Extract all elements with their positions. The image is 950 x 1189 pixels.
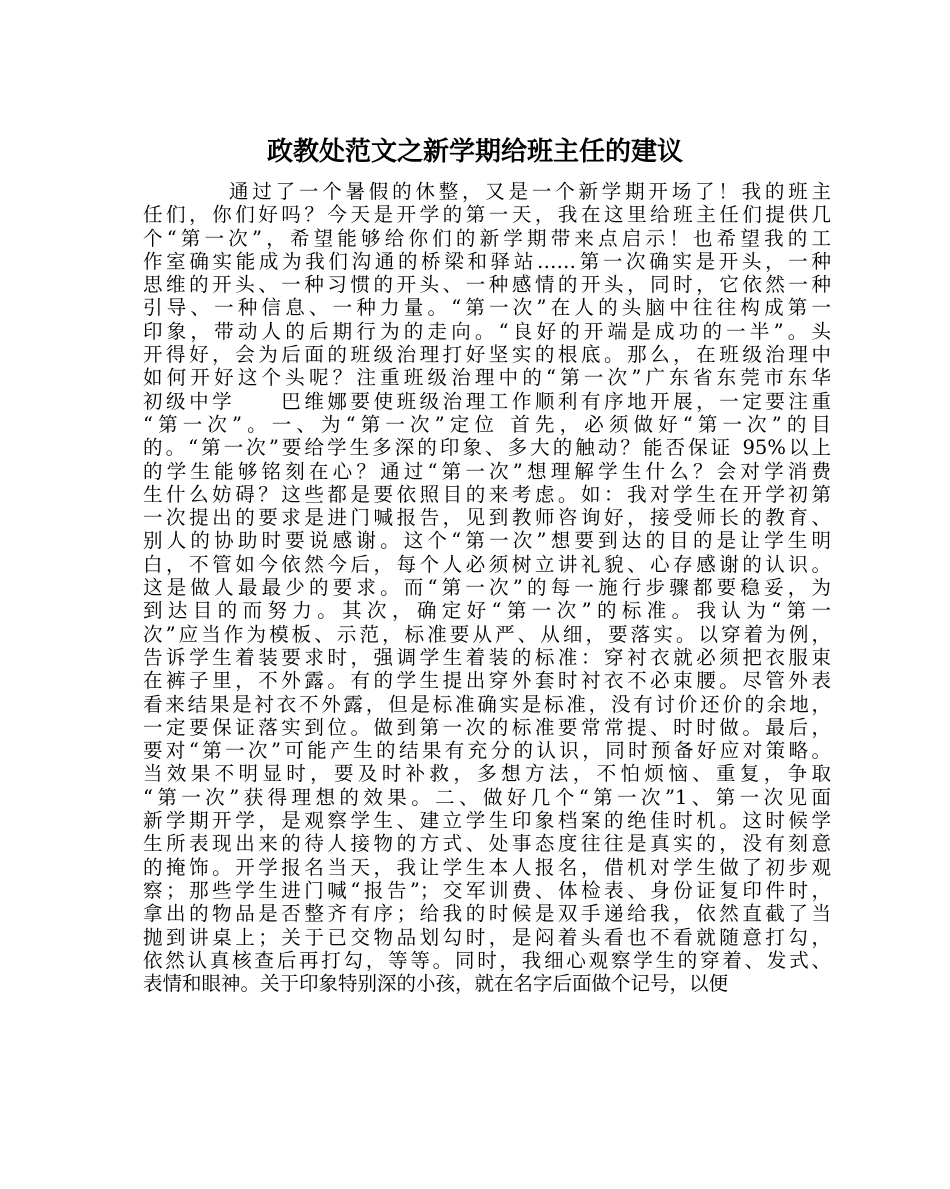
- body-line: 开得好，会为后面的班级治理打好坚实的根底。那么，在班级治理中: [143, 343, 831, 367]
- body-line: 初级中学 巴维娜要使班级治理工作顺利有序地开展，一定要注重: [143, 389, 831, 413]
- body-line: 一定要保证落实到位。做到第一次的标准要常常提、时时做。最后，: [143, 715, 831, 739]
- body-line: 拿出的物品是否整齐有序；给我的时候是双手递给我，依然直截了当: [143, 902, 831, 926]
- body-line: 在裤子里，不外露。有的学生提出穿外套时衬衣不必束腰。尽管外表: [143, 669, 831, 693]
- body-line: 新学期开学，是观察学生、建立学生印象档案的绝佳时机。这时候学: [143, 809, 831, 833]
- body-line: 通过了一个暑假的休整，又是一个新学期开场了！我的班主: [229, 180, 831, 203]
- body-line: 别人的协助时要说感谢。这个“第一次”想要到达的目的是让学生明: [143, 529, 831, 553]
- body-line: “第一次”获得理想的效果。二、做好几个“第一次”1、第一次见面: [143, 785, 831, 809]
- body-line: 的学生能够铭刻在心？通过“第一次”想理解学生什么？会对学消费: [143, 459, 831, 483]
- body-line: 的掩饰。开学报名当天，我让学生本人报名，借机对学生做了初步观: [143, 855, 831, 879]
- body-line: 白，不管如今依然今后，每个人必须树立讲礼貌、心存感谢的认识。: [143, 552, 831, 576]
- document-body: [143, 180, 831, 995]
- body-line: 一次提出的要求是进门喊报告，见到教师咨询好，接受师长的教育、: [143, 506, 831, 530]
- body-line: 这是做人最最少的要求。而“第一次”的每一施行步骤都要稳妥，为: [143, 576, 831, 600]
- body-line: 引导、一种信息、一种力量。“第一次”在人的头脑中往往构成第一: [143, 296, 831, 320]
- body-line: 生什么妨碍？这些都是要依照目的来考虑。如：我对学生在开学初第: [143, 482, 831, 506]
- body-line: 看来结果是衬衣不外露，但是标准确实是标准，没有讨价还价的余地，: [143, 692, 831, 716]
- body-line: 要对“第一次”可能产生的结果有充分的认识，同时预备好应对策略。: [143, 739, 831, 763]
- body-line: 告诉学生着装要求时，强调学生着装的标准：穿衬衣就必须把衣服束: [143, 645, 831, 669]
- body-line: 表情和眼神。关于印象特别深的小孩，就在名字后面做个记号，以便: [143, 972, 729, 996]
- body-line: 到达目的而努力。其次，确定好“第一次”的标准。我认为“第一: [143, 599, 831, 623]
- document-title: 政教处范文之新学期给班主任的建议: [266, 137, 683, 167]
- body-line: 思维的开头、一种习惯的开头、一种感情的开头，同时，它依然一种: [143, 273, 831, 297]
- body-line: 如何开好这个头呢？注重班级治理中的“第一次”广东省东莞市东华: [143, 366, 831, 390]
- body-line: 抛到讲桌上；关于已交物品划勾时，是闷着头看也不看就随意打勾，: [143, 925, 831, 949]
- body-line: 作室确实能成为我们沟通的桥梁和驿站……第一次确实是开头，一种: [143, 249, 831, 273]
- body-line: 生所表现出来的待人接物的方式、处事态度往往是真实的，没有刻意: [143, 832, 831, 856]
- body-line: 依然认真核查后再打勾，等等。同时，我细心观察学生的穿着、发式、: [143, 948, 831, 972]
- body-line: 的。“第一次”要给学生多深的印象、多大的触动？能否保证 95%以上: [143, 436, 831, 460]
- body-line: 察；那些学生进门喊“报告”；交军训费、体检表、身份证复印件时，: [143, 878, 831, 902]
- body-line: 次”应当作为模板、示范，标准要从严、从细，要落实。以穿着为例，: [143, 622, 831, 646]
- body-line: 个“第一次”，希望能够给你们的新学期带来点启示！也希望我的工: [143, 226, 831, 250]
- body-line: 当效果不明显时，要及时补救，多想方法，不怕烦恼、重复，争取: [143, 762, 831, 786]
- body-line: “第一次”。一、为“第一次”定位 首先，必须做好“第一次”的目: [143, 412, 831, 436]
- body-line: 任们，你们好吗？今天是开学的第一天，我在这里给班主任们提供几: [143, 203, 831, 227]
- body-line: 印象，带动人的后期行为的走向。“良好的开端是成功的一半”。头: [143, 319, 831, 343]
